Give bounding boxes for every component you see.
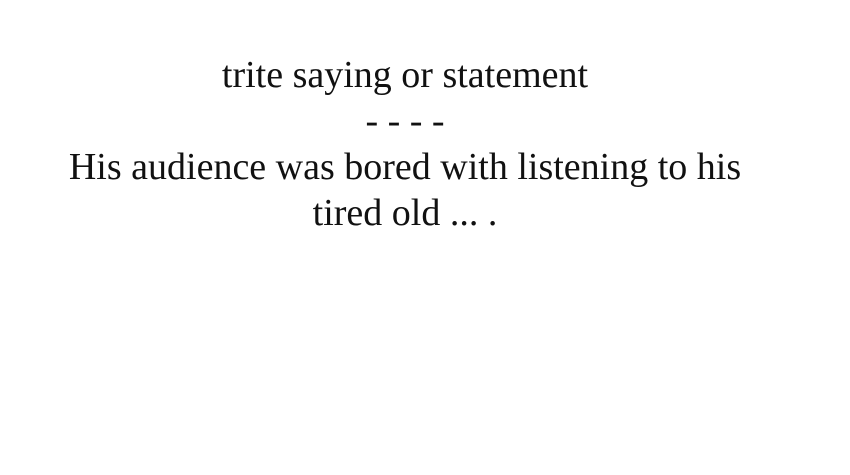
separator: - - - - <box>365 100 445 142</box>
definition-text: trite saying or statement <box>221 54 589 96</box>
example-sentence: His audience was bored with listening to his tired old ... . <box>68 146 742 234</box>
